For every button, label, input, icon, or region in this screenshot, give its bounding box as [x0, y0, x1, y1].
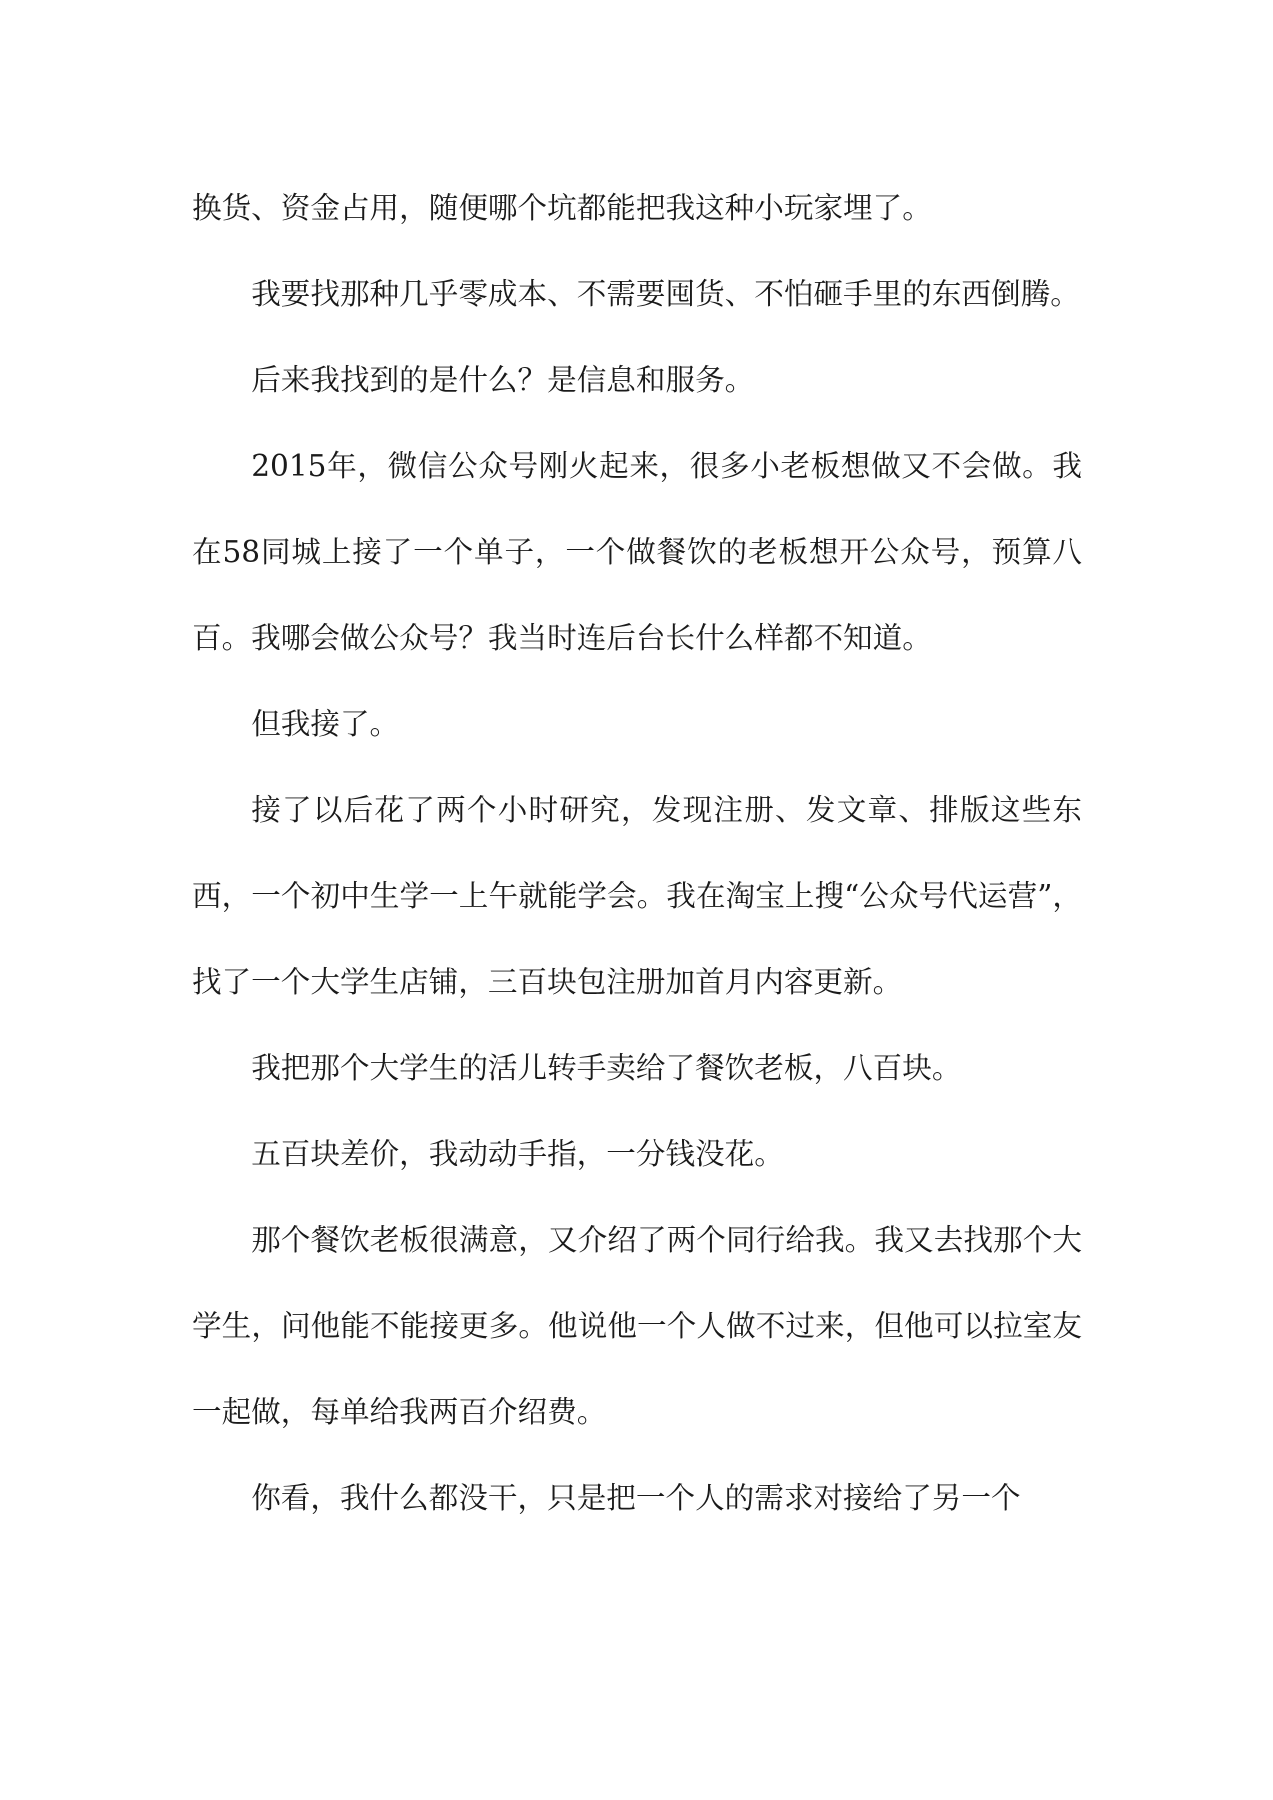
paragraph-6: 接了以后花了两个小时研究，发现注册、发文章、排版这些东西，一个初中生学一上午就能学会。我在淘宝上搜“公众号代运营”，找了一个大学生店铺，三百块包注册加首月内容更新。	[192, 793, 1082, 999]
paragraph-2: 我要找那种几乎零成本、不需要囤货、不怕砸手里的东西倒腾。	[251, 277, 1080, 311]
paragraph-8: 五百块差价，我动动手指，一分钱没花。	[251, 1137, 784, 1171]
paragraph-9: 那个餐饮老板很满意，又介绍了两个同行给我。我又去找那个大学生，问他能不能接更多。他说他一个人做不过来，但他可以拉室友一起做，每单给我两百介绍费。	[192, 1223, 1082, 1429]
paragraph-1: 换货、资金占用，随便哪个坑都能把我这种小玩家埋了。	[192, 191, 932, 225]
paragraph-3: 后来我找到的是什么？是信息和服务。	[251, 363, 755, 397]
paragraph-10: 你看，我什么都没干，只是把一个人的需求对接给了另一个	[251, 1481, 1021, 1515]
body-text	[192, 165, 1082, 1541]
paragraph-7: 我把那个大学生的活儿转手卖给了餐饮老板，八百块。	[251, 1051, 962, 1085]
paragraph-4: 2015年，微信公众号刚火起来，很多小老板想做又不会做。我在58同城上接了一个单子，一个做餐饮的老板想开公众号，预算八百。我哪会做公众号？我当时连后台长什么样都不知道。	[192, 449, 1082, 655]
paragraph-5: 但我接了。	[251, 707, 400, 741]
